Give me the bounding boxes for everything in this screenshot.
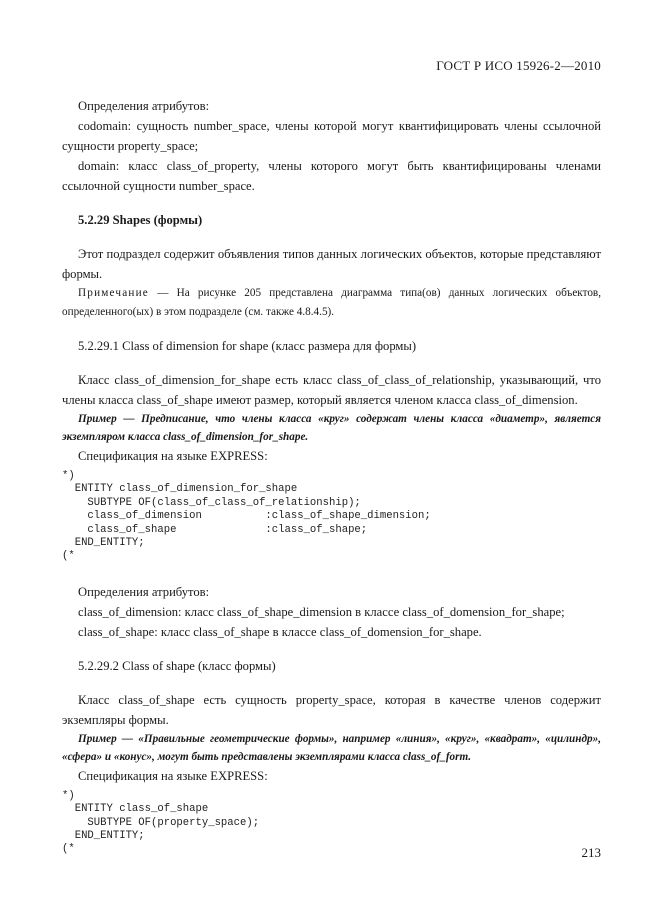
subsection-heading-5-2-29-2: 5.2.29.2 Class of shape (класс формы) [78,658,276,673]
section-heading-5-2-29: 5.2.29 Shapes (формы) [78,213,203,227]
express-code-block-1: *) ENTITY class_of_dimension_for_shape SUBTYPE OF(class_of_class_of_relationship); class_of_dimension :class_of_shape_dimension; class_of_shape :class_of_shape; END_ENTITY; (* [62,470,431,563]
attr-def-domain: domain: класс class_of_property, члены которого могут быть квантифицированы членами ссылочной сущности number_space. [62,159,601,193]
section-intro: Этот подраздел содержит объявления типов данных логических объектов, которые представляют формы. [62,247,601,281]
subsection-heading-5-2-29-1: 5.2.29.1 Class of dimension for shape (класс размера для формы) [78,339,417,353]
attr-def-class-of-dimension: class_of_dimension: класс class_of_shape_dimension в классе class_of_domension_for_shape; [78,604,565,619]
subsection-1-spec-label: Спецификация на языке EXPRESS: [78,449,268,463]
note-text: — На рисунке 205 представлена диаграмма типа(ов) данных логических объектов, определенного(ых) в этом подразделе (см. также 4.8.4.5). [62,287,601,318]
attr-defs-title-2: Определения атрибутов: [78,584,210,599]
attr-defs-title-1: Определения атрибутов: [78,99,210,113]
express-code-block-2: *) ENTITY class_of_shape SUBTYPE OF(property_space); END_ENTITY; (* [62,789,260,856]
subsection-2-spec-label: Спецификация на языке EXPRESS: [78,768,268,783]
note-label: Примечание [78,287,149,299]
attr-def-class-of-shape: class_of_shape: класс class_of_shape в классе class_of_domension_for_shape. [78,624,482,639]
page-content [62,96,601,857]
subsection-2-example: Пример — «Правильные геометрические формы», например «линия», «круг», «квадрат», «цилиндр», «сфера» и «конус», могут быть представлены экземплярами класса class_of_form. [62,732,601,763]
note-paragraph [62,284,601,322]
page-number: 213 [581,845,601,860]
subsection-1-paragraph: Класс class_of_dimension_for_shape есть класс class_of_class_of_relationship, указывающий, что члены класса class_of_shape имеют размер, который является членом класса class_of_dimension. [62,373,601,407]
subsection-1-example: Пример — Предписание, что члены класса «круг» содержат члены класса «диаметр», является экземпляром класса class_of_dimension_for_shape. [62,413,601,443]
subsection-2-paragraph: Класс class_of_shape есть сущность property_space, которая в качестве членов содержит экземпляры формы. [62,692,601,727]
attr-def-codomain: codomain: сущность number_space, члены которой могут квантифицировать члены ссылочной сущности property_space; [62,119,601,153]
running-header: ГОСТ Р ИСО 15926-2—2010 [436,58,601,73]
